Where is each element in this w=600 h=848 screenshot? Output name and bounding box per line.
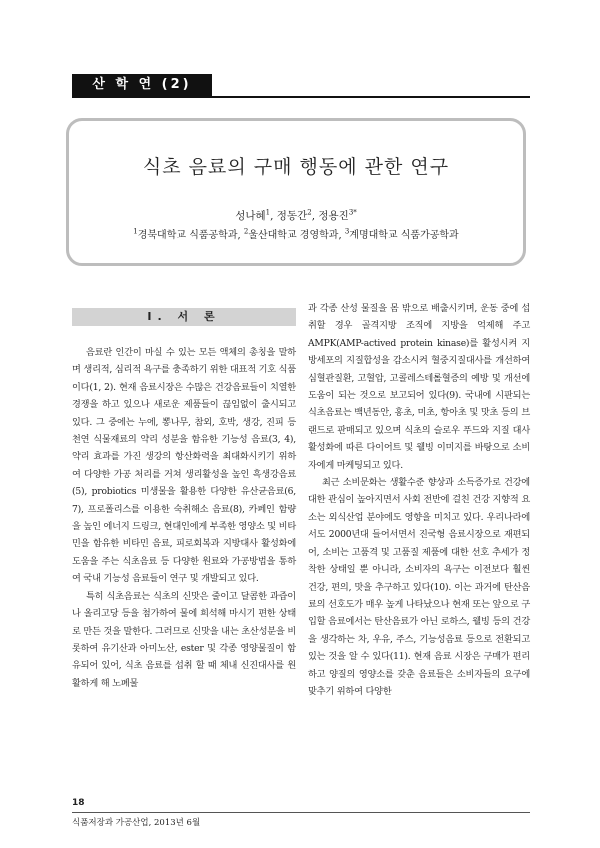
affiliation-line: $^1$경북대학교 식품공학과, $^2$울산대학교 경영학과, $^3$계명대학교 식품가공학과	[133, 227, 459, 241]
title-box	[66, 118, 526, 266]
author-mark: 2	[307, 208, 312, 217]
journal-citation: 식품저장과 가공산업, 2013년 6월	[72, 818, 201, 828]
section-heading: Ⅰ. 서 론	[72, 308, 296, 326]
affiliation: 계명대학교 식품가공학과	[349, 230, 459, 241]
author-line: 성나혜$^1$, 정동간$^2$, 정용진$^{3*}$	[235, 208, 357, 222]
affiliation: 울산대학교 경영학과	[248, 230, 339, 241]
affiliation: 경북대학교 식품공학과	[137, 230, 238, 241]
page-number: 18	[72, 798, 85, 808]
article-title: 식초 음료의 구매 행동에 관한 연구	[142, 156, 450, 178]
footer-rule	[72, 812, 530, 813]
section-category-tag: 산 학 연 (2)	[72, 74, 212, 96]
author-name: 정동간	[276, 210, 308, 222]
body-paragraph: 과 각종 산성 물질을 몸 밖으로 배출시키며, 운동 중에 섭취할 경우 골격지방 조직에 지방을 억제해 주고 AMPK(AMP-actived protein kinase)를 활성시켜 지방세포의 지질합성을 감소시켜 혈중지질대사를 개선하여 심혈관질환, 고혈압, 고콜레스테롤혈증의 예방 및 개선에 도움이 되는 것으로 보고되어 있다(9). 국내에 시판되는 식초음료는 백년동안, 홍초, 미초, 항아초 및 맛초 등의 브랜드로 판매되고 있으며 식초의 슬로우 푸드와 지질 대사 활성화에 따른 다이어트 및 웰빙 이미지를 바탕으로 소비자에게 마케팅되고 있다.	[308, 303, 530, 471]
body-paragraph: 최근 소비문화는 생활수준 향상과 소득증가로 건강에 대한 관심이 높아지면서 사회 전반에 걸친 건강 지향적 요소는 외식산업 분야에도 영향을 미치고 있다. 우리나라에서도 2000년대 들어서면서 진국형 음료시장으로 재편되어, 소비는 고품격 및 고품질 제품에 대한 선호 추세가 정착한 상태일 뿐 아니라, 소비자의 욕구는 이전보다 훨씬 건강, 편의, 맛을 추구하고 있다(10). 이는 과거에 탄산음료의 선호도가 매우 높게 나타났으나 현재 또는 앞으로 구입할 음료에서는 탄산음료가 아닌 로하스, 웰빙 등의 건강을 생각하는 차, 우유, 주스, 기능성음료 등으로 전환되고 있는 것을 알 수 있다(11). 현재 음료 시장은 구매가 편리하고 양질의 영양소를 갖춘 음료들은 소비자들의 요구에 맞추기 위하여 다양한	[308, 477, 530, 697]
author-name: 정용진	[318, 210, 349, 222]
body-column-right	[308, 300, 530, 700]
author-mark: 1	[265, 208, 271, 217]
author-mark: 3*	[348, 208, 357, 217]
header-rule	[72, 96, 530, 98]
body-column-left	[72, 344, 296, 692]
body-paragraph: 음료란 인간이 마실 수 있는 모든 액체의 총칭을 말하며 생리적, 심리적 욕구를 충족하기 위한 대표적 기호 식품이다(1, 2). 현재 음료시장은 수많은 건강음료들이 치열한 경쟁을 하고 있으나 새로운 제품들이 끊임없이 출시되고 있다. 그 중에는 누에, 뽕나무, 참외, 호박, 생강, 진피 등 천연 식물재료의 약리 성분을 함유한 기능성 음료(3, 4), 약리 효과를 가진 생강의 항산화력을 최대화시키기 위하여 다양한 가공 처리를 거쳐 생리활성을 높인 흑생강음료(5), probiotics 미생물을 활용한 다양한 유산균음료(6, 7), 프로폴리스를 이용한 숙취해소 음료(8), 카페인 함량을 높인 에너지 드링크, 현대인에게 부족한 영양소 및 비타민을 함유한 비타민 음료, 피로회복과 지방대사 활성화에 도움을 주는 식초음료 등 다양한 원료와 가공방법을 통하여 국내 기능성 음료들이 연구 및 개발되고 있다.	[72, 347, 297, 585]
affiliation-mark: 2	[243, 227, 249, 236]
affiliation-mark: 3	[344, 227, 350, 236]
body-paragraph: 특히 식초음료는 식초의 신맛은 줄이고 달콤한 과즙이나 올리고당 등을 첨가하여 물에 희석해 마시기 편한 상태로 만든 것을 말한다. 그러므로 신맛을 내는 초산성분을 비롯하여 유기산과 아미노산, ester 및 각종 영양물질이 함유되어 있어, 식초 음료를 섭취 할 때 체내 신진대사를 원활하게 해 노폐물	[72, 590, 297, 689]
author-name: 성나혜	[235, 210, 266, 222]
affiliation-mark: 1	[133, 227, 138, 236]
